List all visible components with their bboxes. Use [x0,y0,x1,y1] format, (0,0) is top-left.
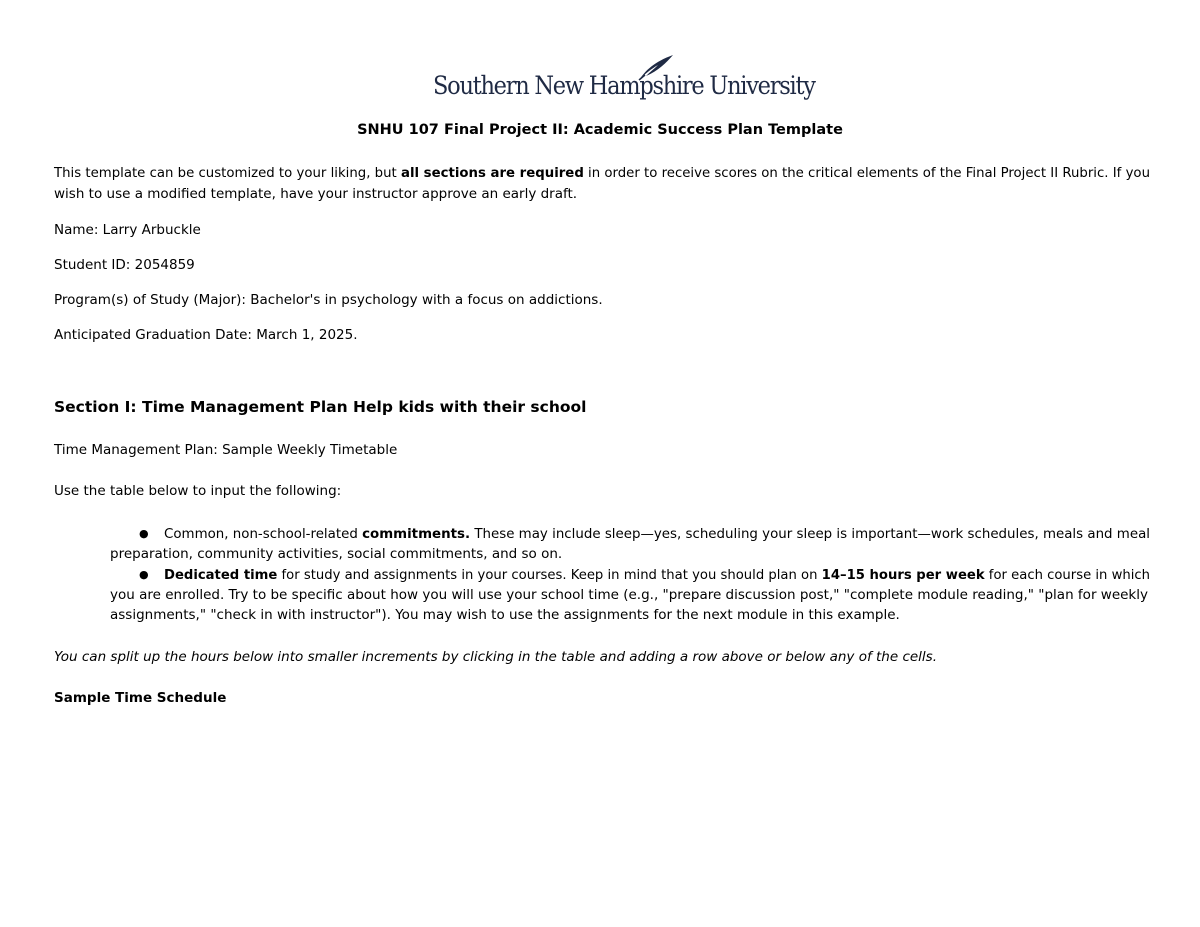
intro-paragraph-line1 [54,163,1150,184]
logo-text: Southern New Hampshire University [433,71,815,100]
intro-text-continued: in order to receive scores on the critical elements of the Final Project II Rubric. If you [583,165,1150,181]
bullet-2-text: for study and assignments in your courses. Keep in mind that you should plan on [277,567,822,583]
intro-paragraph-line2: wish to use a modified template, have your instructor approve an early draft. [54,186,578,202]
section-instruction: Use the table below to input the following: [54,483,342,499]
bullet-1-text-continued: These may include sleep—yes, scheduling your sleep is important—work schedules, meals and meal [470,526,1151,542]
bullet-icon: ● [139,527,149,540]
bullet-2-bold-text: Dedicated time [164,567,278,583]
field-graduation-date: Anticipated Graduation Date: March 1, 2025. [54,327,358,343]
bullet-1-line2: preparation, community activities, social commitments, and so on. [110,546,563,562]
intro-bold-text: all sections are required [400,165,584,181]
bullet-2-line3: assignments," "check in with instructor"). You may wish to use the assignments for the next module in this example. [110,607,900,623]
section-heading: Section I: Time Management Plan Help kids with their school [54,398,587,416]
field-name: Name: Larry Arbuckle [54,222,201,238]
feather-icon [636,52,676,82]
italic-note: You can split up the hours below into smaller increments by clicking in the table and adding a row above or below any of the cells. [54,649,938,665]
bullet-1-bold-text: commitments. [362,526,471,542]
bullet-1-line1 [164,524,1150,545]
bullet-2-line2: you are enrolled. Try to be specific about how you will use your school time (e.g., "prepare discussion post," "complete module reading," "plan for weekly [110,587,1148,603]
schedule-heading: Sample Time Schedule [54,690,227,706]
bullet-2-text-continued: for each course in which [984,567,1150,583]
field-program: Program(s) of Study (Major): Bachelor's in psychology with a focus on addictions. [54,292,603,308]
university-logo [433,50,815,106]
bullet-2-bold-hours: 14–15 hours per week [821,567,985,583]
field-student-id: Student ID: 2054859 [54,257,195,273]
document-title: SNHU 107 Final Project II: Academic Success Plan Template [357,122,843,138]
bullet-2-line1 [164,565,1150,586]
section-subtitle: Time Management Plan: Sample Weekly Timetable [54,442,398,458]
bullet-1-text: Common, non-school-related [164,526,363,542]
bullet-icon: ● [139,568,149,581]
intro-text: This template can be customized to your liking, but [54,165,401,181]
